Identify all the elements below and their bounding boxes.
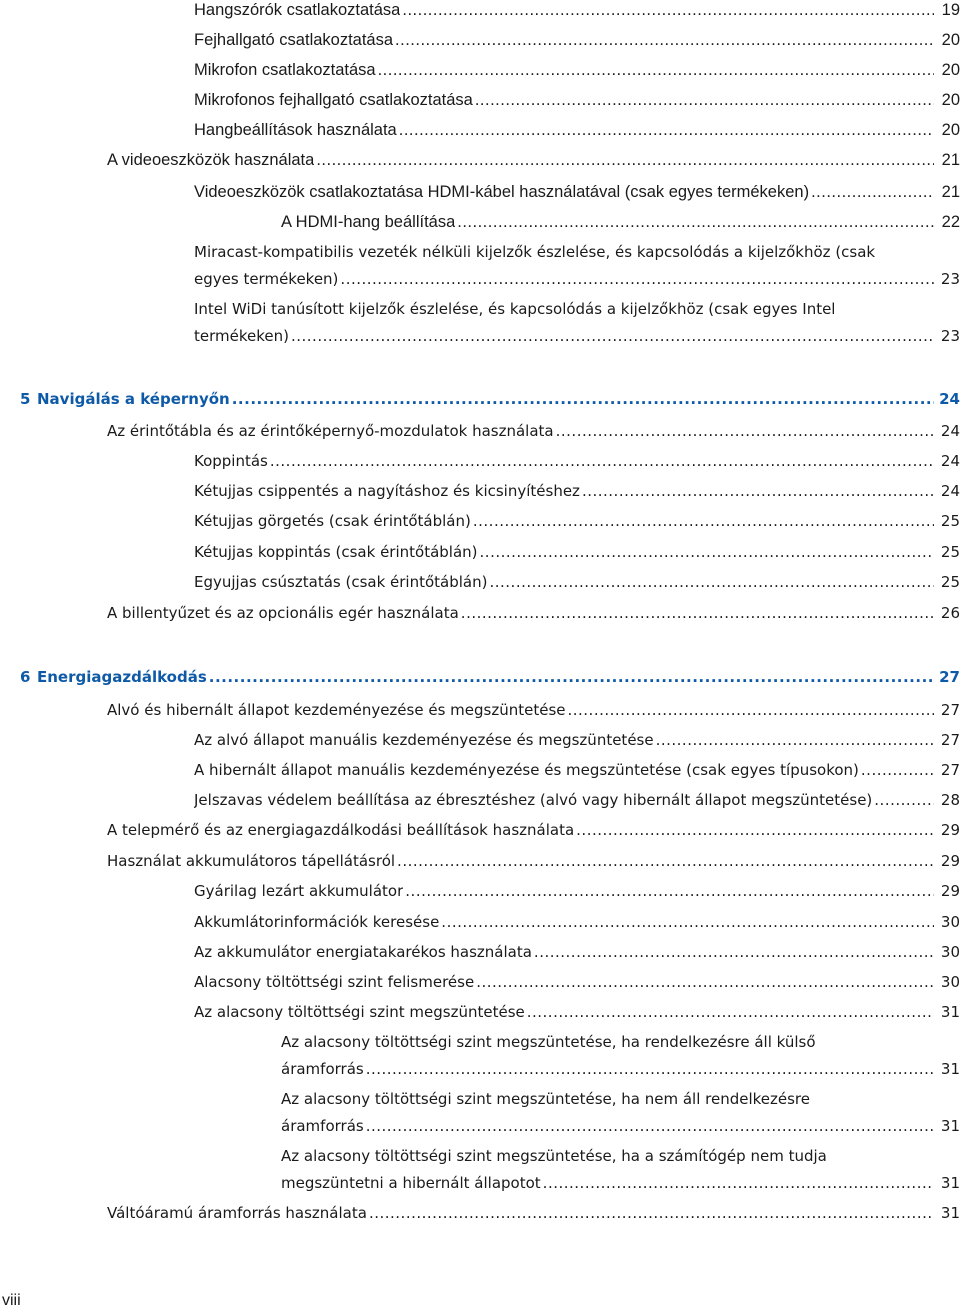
toc-page-number: 27 bbox=[940, 701, 960, 719]
toc-entry-title: A billentyűzet és az opcionális egér használata bbox=[107, 604, 459, 622]
toc-entry-title: Hangszórók csatlakoztatása bbox=[194, 1, 401, 19]
toc-entry[interactable] bbox=[194, 787, 960, 814]
toc-page-number: 19 bbox=[941, 1, 960, 19]
toc-leader bbox=[369, 1200, 934, 1227]
toc-leader bbox=[576, 817, 934, 844]
toc-page-number: 20 bbox=[941, 61, 960, 79]
toc-leader bbox=[366, 1056, 934, 1083]
toc-entry-title: Mikrofonos fejhallgató csatlakoztatása bbox=[194, 91, 473, 109]
toc-leader bbox=[811, 179, 934, 206]
toc-page-number: 24 bbox=[940, 452, 960, 470]
toc-entry-title-line1: Az alacsony töltöttségi szint megszüntetése, ha rendelkezésre áll külső bbox=[281, 1033, 816, 1051]
toc-entry-title-line2: termékeken) bbox=[194, 326, 289, 345]
toc-entry[interactable] bbox=[194, 57, 960, 84]
toc-page-number: 24 bbox=[940, 422, 960, 440]
toc-entry[interactable] bbox=[194, 508, 960, 535]
toc-leader bbox=[543, 1170, 934, 1197]
toc-leader bbox=[475, 87, 934, 114]
toc-entry-title: Alacsony töltöttségi szint felismerése bbox=[194, 973, 475, 991]
footer-page-label: viii bbox=[2, 1292, 21, 1309]
toc-leader bbox=[480, 539, 934, 566]
toc-page-number: 27 bbox=[940, 731, 960, 749]
toc-page-number: 21 bbox=[941, 151, 960, 169]
toc-page-number: 24 bbox=[940, 482, 960, 500]
toc-entry[interactable] bbox=[194, 569, 960, 596]
toc-entry[interactable] bbox=[194, 179, 960, 206]
toc-page-number: 31 bbox=[940, 1204, 960, 1222]
toc-entry-title: Jelszavas védelem beállítása az ébresztéshez (alvó vagy hibernált állapot megszüntetése) bbox=[194, 791, 873, 809]
chapter-title: Energiagazdálkodás bbox=[37, 668, 207, 686]
toc-page-number: 27 bbox=[940, 761, 960, 779]
toc-page-number: 29 bbox=[940, 821, 960, 839]
toc-page-number: 20 bbox=[941, 121, 960, 139]
toc-entry[interactable] bbox=[194, 117, 960, 144]
toc-page-number: 31 bbox=[940, 1059, 960, 1078]
toc-page-number: 31 bbox=[940, 1116, 960, 1135]
toc-entry[interactable] bbox=[194, 539, 960, 566]
toc-entry[interactable] bbox=[194, 939, 960, 966]
toc-entry-title: Az akkumulátor energiatakarékos használata bbox=[194, 943, 532, 961]
toc-leader bbox=[232, 386, 934, 413]
toc-page-number: 20 bbox=[941, 91, 960, 109]
toc-leader bbox=[476, 969, 934, 996]
toc-leader bbox=[441, 909, 934, 936]
toc-entry[interactable] bbox=[194, 87, 960, 114]
toc-entry-title: Az alacsony töltöttségi szint megszüntetése bbox=[194, 1003, 525, 1021]
toc-entry-title: A telepmérő és az energiagazdálkodási beállítások használata bbox=[107, 821, 575, 839]
toc-leader bbox=[270, 448, 934, 475]
toc-page-number: 24 bbox=[939, 390, 960, 408]
toc-leader bbox=[395, 27, 934, 54]
toc-leader bbox=[291, 323, 934, 350]
toc-entry[interactable] bbox=[194, 448, 960, 475]
toc-entry[interactable] bbox=[281, 1143, 960, 1196]
toc-leader bbox=[366, 1113, 934, 1140]
toc-leader bbox=[378, 57, 934, 84]
toc-entry[interactable] bbox=[194, 999, 960, 1026]
toc-leader bbox=[861, 757, 934, 784]
toc-entry-title-line1: Miracast-kompatibilis vezeték nélküli kijelzők észlelése, és kapcsolódás a kijelzőkhöz (csak bbox=[194, 243, 876, 261]
toc-page-number: 25 bbox=[940, 573, 960, 591]
toc-entry[interactable] bbox=[107, 848, 960, 875]
toc-leader bbox=[874, 787, 934, 814]
toc-leader bbox=[402, 0, 934, 24]
toc-page-number: 29 bbox=[940, 882, 960, 900]
toc-entry-title-line1: Intel WiDi tanúsított kijelzők észlelése, és kapcsolódás a kijelzőkhöz (csak egyes Intel bbox=[194, 300, 836, 318]
toc-leader bbox=[399, 117, 934, 144]
toc-entry-title: Koppintás bbox=[194, 452, 268, 470]
toc-entry-title-line1: Az alacsony töltöttségi szint megszüntetése, ha nem áll rendelkezésre bbox=[281, 1090, 810, 1108]
toc-leader bbox=[489, 569, 934, 596]
toc-page-number: 30 bbox=[940, 943, 960, 961]
toc-entry-title-line1: Az alacsony töltöttségi szint megszüntetése, ha a számítógép nem tudja bbox=[281, 1147, 827, 1165]
toc-entry-title: Használat akkumulátoros tápellátásról bbox=[107, 852, 396, 870]
toc-entry[interactable] bbox=[107, 418, 960, 445]
toc-entry[interactable] bbox=[281, 1029, 960, 1082]
toc-leader bbox=[582, 478, 934, 505]
toc-entry[interactable] bbox=[107, 697, 960, 724]
toc-leader bbox=[405, 878, 934, 905]
toc-entry-title: Mikrofon csatlakoztatása bbox=[194, 61, 376, 79]
toc-page-number: 20 bbox=[941, 31, 960, 49]
toc-entry[interactable] bbox=[281, 209, 960, 236]
toc-page-number: 23 bbox=[940, 326, 960, 345]
chapter-number: 6 bbox=[20, 668, 31, 686]
toc-leader bbox=[567, 697, 934, 724]
toc-leader bbox=[316, 147, 934, 174]
toc-entry-title: Alvó és hibernált állapot kezdeményezése és megszüntetése bbox=[107, 701, 566, 719]
toc-entry[interactable] bbox=[194, 27, 960, 54]
toc-entry-title: Az alvó állapot manuális kezdeményezése és megszüntetése bbox=[194, 731, 654, 749]
toc-leader bbox=[461, 600, 934, 627]
toc-entry[interactable] bbox=[194, 478, 960, 505]
toc-page-number: 23 bbox=[940, 269, 960, 288]
toc-page-number: 21 bbox=[941, 183, 960, 201]
toc-entry-title-line2: megszüntetni a hibernált állapotot bbox=[281, 1173, 541, 1192]
toc-page-number: 29 bbox=[940, 852, 960, 870]
toc-page-number: 28 bbox=[940, 791, 960, 809]
toc-entry-title: Videoeszközök csatlakoztatása HDMI-kábel használatával (csak egyes termékeken) bbox=[194, 183, 810, 201]
toc-leader bbox=[457, 209, 934, 236]
chapter-title: Navigálás a képernyőn bbox=[37, 390, 230, 408]
toc-page-number: 22 bbox=[941, 213, 960, 231]
toc-entry-title: Kétujjas görgetés (csak érintőtáblán) bbox=[194, 512, 471, 530]
toc-entry-title: Akkumlátorinformációk keresése bbox=[194, 913, 440, 931]
toc-entry-title-line2: áramforrás bbox=[281, 1116, 364, 1135]
toc-entry[interactable] bbox=[194, 757, 960, 784]
toc-entry[interactable] bbox=[194, 727, 960, 754]
toc-entry[interactable] bbox=[194, 878, 960, 905]
toc-entry[interactable] bbox=[281, 1086, 960, 1139]
toc-entry-title: A HDMI-hang beállítása bbox=[281, 213, 456, 231]
toc-entry[interactable] bbox=[194, 0, 960, 24]
toc-entry[interactable] bbox=[194, 296, 960, 349]
toc-entry-title: A hibernált állapot manuális kezdeményezése és megszüntetése (csak egyes típusokon) bbox=[194, 761, 859, 779]
toc-entry[interactable] bbox=[194, 909, 960, 936]
toc-entry[interactable] bbox=[194, 239, 960, 292]
toc-entry-title: Az érintőtábla és az érintőképernyő-mozdulatok használata bbox=[107, 422, 554, 440]
toc-page-number: 30 bbox=[940, 913, 960, 931]
toc-page-number: 31 bbox=[940, 1003, 960, 1021]
toc-page-number: 30 bbox=[940, 973, 960, 991]
toc-page-number: 31 bbox=[940, 1173, 960, 1192]
toc-leader bbox=[534, 939, 934, 966]
chapter-number: 5 bbox=[20, 390, 31, 408]
toc-page-number: 26 bbox=[940, 604, 960, 622]
toc-entry[interactable] bbox=[107, 600, 960, 627]
toc-page-number: 25 bbox=[940, 512, 960, 530]
toc-entry-title: A videoeszközök használata bbox=[107, 151, 315, 169]
toc-entry-title: Hangbeállítások használata bbox=[194, 121, 397, 139]
toc-entry-title: Kétujjas csippentés a nagyításhoz és kicsinyítéshez bbox=[194, 482, 580, 500]
toc-leader bbox=[656, 727, 934, 754]
toc-entry[interactable] bbox=[194, 969, 960, 996]
toc-entry-title: Fejhallgató csatlakoztatása bbox=[194, 31, 394, 49]
toc-chapter-entry[interactable] bbox=[20, 386, 960, 413]
toc-entry-title: Egyujjas csúsztatás (csak érintőtáblán) bbox=[194, 573, 488, 591]
toc-leader bbox=[340, 266, 934, 293]
toc-entry-title: Gyárilag lezárt akkumulátor bbox=[194, 882, 404, 900]
toc-entry[interactable] bbox=[107, 147, 960, 174]
toc-leader bbox=[527, 999, 934, 1026]
toc-chapter-entry[interactable] bbox=[20, 664, 960, 691]
toc-leader bbox=[556, 418, 934, 445]
toc-page-number: 27 bbox=[939, 668, 960, 686]
toc-entry[interactable] bbox=[107, 1200, 960, 1227]
toc-entry-title-line2: egyes termékeken) bbox=[194, 269, 339, 288]
toc-entry[interactable] bbox=[107, 817, 960, 844]
toc-entry-title-line2: áramforrás bbox=[281, 1059, 364, 1078]
toc-entry-title: Váltóáramú áramforrás használata bbox=[107, 1204, 367, 1222]
toc-leader bbox=[397, 848, 934, 875]
toc-page-number: 25 bbox=[940, 543, 960, 561]
toc-entry-title: Kétujjas koppintás (csak érintőtáblán) bbox=[194, 543, 478, 561]
toc-leader bbox=[473, 508, 934, 535]
toc-leader bbox=[209, 664, 934, 691]
